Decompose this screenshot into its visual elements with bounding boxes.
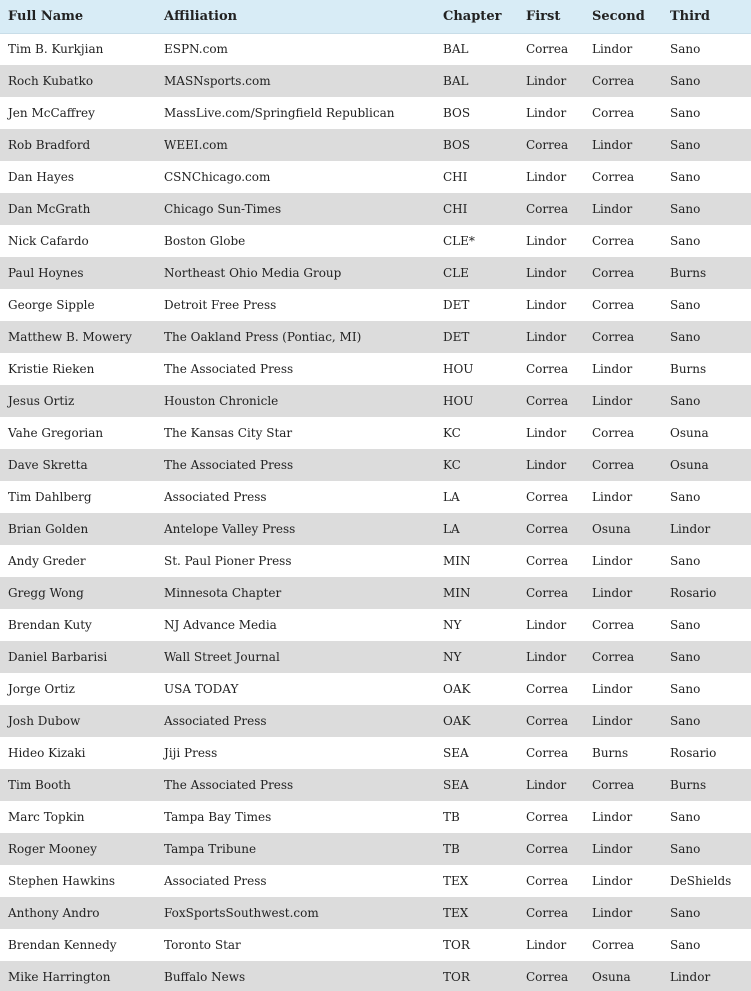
cell-chapter: KC <box>443 426 461 440</box>
cell-second: Lindor <box>592 906 633 920</box>
cell-third: Sano <box>670 234 701 248</box>
cell-third: Sano <box>670 618 701 632</box>
cell-full-name: Josh Dubow <box>8 714 81 728</box>
header-first: First <box>518 0 584 33</box>
cell-chapter: BOS <box>443 106 471 120</box>
cell-second: Lindor <box>592 202 633 216</box>
cell-chapter: TOR <box>443 970 470 984</box>
cell-full-name: Marc Topkin <box>8 810 85 824</box>
cell-chapter: TOR <box>443 938 470 952</box>
table-row <box>0 193 751 225</box>
cell-affiliation: CSNChicago.com <box>164 170 271 184</box>
table-row <box>0 225 751 257</box>
cell-second: Osuna <box>592 522 631 536</box>
cell-first: Correa <box>526 554 569 568</box>
cell-affiliation: MASNsports.com <box>164 74 271 88</box>
table-row <box>0 609 751 641</box>
cell-full-name: George Sipple <box>8 298 95 312</box>
cell-first: Lindor <box>526 778 567 792</box>
cell-chapter: KC <box>443 458 461 472</box>
cell-first: Lindor <box>526 938 567 952</box>
cell-third: Sano <box>670 906 701 920</box>
cell-chapter: HOU <box>443 362 474 376</box>
cell-chapter: HOU <box>443 394 474 408</box>
cell-third: Sano <box>670 842 701 856</box>
cell-third: Sano <box>670 682 701 696</box>
cell-full-name: Rob Bradford <box>8 138 91 152</box>
cell-affiliation: ESPN.com <box>164 42 228 57</box>
cell-full-name: Mike Harrington <box>8 970 111 984</box>
header-third: Third <box>662 0 751 33</box>
header-affiliation: Affiliation <box>156 0 435 33</box>
table-row <box>0 897 751 929</box>
table-row <box>0 161 751 193</box>
cell-first: Lindor <box>526 330 567 344</box>
cell-first: Lindor <box>526 170 567 184</box>
cell-third: Osuna <box>670 426 709 440</box>
cell-second: Correa <box>592 266 635 280</box>
table-row <box>0 449 751 481</box>
cell-affiliation: Associated Press <box>164 874 267 888</box>
cell-full-name: Roger Mooney <box>8 842 97 856</box>
cell-chapter: MIN <box>443 554 471 568</box>
cell-chapter: OAK <box>443 714 471 728</box>
table-row <box>0 961 751 991</box>
cell-first: Lindor <box>526 266 567 280</box>
cell-affiliation: Detroit Free Press <box>164 298 277 312</box>
header-row <box>0 0 751 33</box>
cell-second: Osuna <box>592 970 631 984</box>
cell-third: Sano <box>670 810 701 824</box>
cell-first: Lindor <box>526 234 567 248</box>
table-row <box>0 545 751 577</box>
table-row <box>0 129 751 161</box>
cell-full-name: Jen McCaffrey <box>8 106 95 120</box>
cell-third: Lindor <box>670 970 711 984</box>
cell-chapter: DET <box>443 330 470 344</box>
cell-third: Burns <box>670 362 707 376</box>
cell-first: Correa <box>526 906 569 920</box>
cell-chapter: OAK <box>443 682 471 696</box>
table-row <box>0 769 751 801</box>
cell-first: Correa <box>526 138 569 152</box>
table-row <box>0 737 751 769</box>
cell-affiliation: Antelope Valley Press <box>164 522 296 536</box>
cell-first: Lindor <box>526 298 567 312</box>
table-row <box>0 257 751 289</box>
cell-first: Correa <box>526 874 569 888</box>
cell-first: Correa <box>526 362 569 376</box>
cell-full-name: Vahe Gregorian <box>8 426 104 440</box>
header-chapter: Chapter <box>435 0 518 33</box>
cell-second: Correa <box>592 74 635 88</box>
cell-second: Correa <box>592 330 635 344</box>
cell-first: Correa <box>526 842 569 856</box>
table-row <box>0 513 751 545</box>
cell-chapter: MIN <box>443 586 471 600</box>
cell-chapter: TEX <box>443 874 469 888</box>
cell-chapter: BOS <box>443 138 471 152</box>
cell-second: Lindor <box>592 490 633 504</box>
table-row <box>0 385 751 417</box>
cell-chapter: TEX <box>443 906 469 920</box>
cell-second: Burns <box>592 746 629 760</box>
cell-full-name: Anthony Andro <box>8 906 100 920</box>
cell-first: Correa <box>526 714 569 728</box>
cell-chapter: SEA <box>443 778 469 792</box>
cell-full-name: Roch Kubatko <box>8 74 94 88</box>
cell-chapter: NY <box>443 650 462 664</box>
cell-chapter: BAL <box>443 42 469 57</box>
cell-third: Sano <box>670 42 701 57</box>
cell-affiliation: Buffalo News <box>164 970 246 984</box>
cell-second: Lindor <box>592 394 633 408</box>
cell-third: Sano <box>670 298 701 312</box>
table-row <box>0 289 751 321</box>
table-row <box>0 97 751 129</box>
table-row <box>0 705 751 737</box>
cell-full-name: Brian Golden <box>8 522 89 536</box>
cell-first: Lindor <box>526 618 567 632</box>
cell-first: Correa <box>526 810 569 824</box>
cell-affiliation: Tampa Bay Times <box>164 810 272 824</box>
cell-affiliation: Minnesota Chapter <box>164 586 282 600</box>
cell-affiliation: Associated Press <box>164 490 267 504</box>
cell-affiliation: Jiji Press <box>164 746 218 760</box>
cell-second: Lindor <box>592 874 633 888</box>
cell-first: Correa <box>526 586 569 600</box>
cell-affiliation: The Kansas City Star <box>164 426 293 440</box>
cell-first: Lindor <box>526 74 567 88</box>
cell-full-name: Jorge Ortiz <box>8 682 75 696</box>
cell-third: Sano <box>670 106 701 120</box>
cell-third: Rosario <box>670 746 717 760</box>
cell-second: Lindor <box>592 810 633 824</box>
table-row <box>0 865 751 897</box>
cell-second: Correa <box>592 298 635 312</box>
table-body <box>0 33 751 991</box>
cell-second: Correa <box>592 650 635 664</box>
cell-affiliation: Boston Globe <box>164 234 246 248</box>
cell-affiliation: Toronto Star <box>164 938 241 952</box>
cell-full-name: Dan McGrath <box>8 202 91 216</box>
table-row <box>0 353 751 385</box>
table-row <box>0 641 751 673</box>
cell-first: Correa <box>526 970 569 984</box>
cell-affiliation: WEEI.com <box>164 138 228 152</box>
cell-third: Sano <box>670 714 701 728</box>
cell-affiliation: NJ Advance Media <box>164 618 277 632</box>
cell-first: Correa <box>526 42 569 57</box>
table-row <box>0 673 751 705</box>
cell-chapter: SEA <box>443 746 469 760</box>
cell-chapter: TB <box>443 810 460 824</box>
cell-affiliation: Tampa Tribune <box>164 842 257 856</box>
header-full-name: Full Name <box>0 0 156 33</box>
cell-affiliation: Associated Press <box>164 714 267 728</box>
cell-affiliation: St. Paul Pioner Press <box>164 554 292 568</box>
cell-chapter: LA <box>443 522 460 536</box>
cell-affiliation: The Oakland Press (Pontiac, MI) <box>164 330 362 344</box>
cell-second: Lindor <box>592 682 633 696</box>
header-second: Second <box>584 0 662 33</box>
cell-full-name: Kristie Rieken <box>8 362 95 376</box>
cell-full-name: Brendan Kennedy <box>8 938 117 952</box>
table-header <box>0 0 751 33</box>
cell-chapter: CLE <box>443 266 469 280</box>
cell-full-name: Jesus Ortiz <box>8 394 75 408</box>
cell-chapter: NY <box>443 618 462 632</box>
cell-first: Correa <box>526 202 569 216</box>
cell-first: Lindor <box>526 426 567 440</box>
cell-affiliation: Houston Chronicle <box>164 394 279 408</box>
cell-chapter: TB <box>443 842 460 856</box>
cell-full-name: Dave Skretta <box>8 458 88 472</box>
cell-affiliation: The Associated Press <box>164 458 294 472</box>
cell-affiliation: Chicago Sun-Times <box>164 202 282 216</box>
cell-second: Lindor <box>592 586 633 600</box>
cell-affiliation: USA TODAY <box>164 682 239 696</box>
cell-chapter: CLE* <box>443 234 475 248</box>
cell-second: Correa <box>592 170 635 184</box>
cell-third: Sano <box>670 170 701 184</box>
cell-affiliation: Wall Street Journal <box>164 650 280 664</box>
cell-full-name: Tim Dahlberg <box>8 490 92 504</box>
table-row <box>0 929 751 961</box>
cell-third: Sano <box>670 330 701 344</box>
cell-third: Lindor <box>670 522 711 536</box>
table-row <box>0 481 751 513</box>
cell-chapter: CHI <box>443 202 468 216</box>
cell-third: Sano <box>670 74 701 88</box>
cell-second: Lindor <box>592 842 633 856</box>
cell-third: Sano <box>670 554 701 568</box>
cell-full-name: Paul Hoynes <box>8 266 84 280</box>
cell-second: Lindor <box>592 714 633 728</box>
cell-full-name: Daniel Barbarisi <box>8 650 108 664</box>
table-row <box>0 65 751 97</box>
cell-affiliation: The Associated Press <box>164 362 294 376</box>
cell-chapter: CHI <box>443 170 468 184</box>
cell-first: Correa <box>526 490 569 504</box>
cell-full-name: Hideo Kizaki <box>8 746 86 760</box>
cell-second: Lindor <box>592 138 633 152</box>
cell-full-name: Matthew B. Mowery <box>8 330 132 344</box>
cell-first: Correa <box>526 394 569 408</box>
cell-second: Correa <box>592 778 635 792</box>
cell-third: Osuna <box>670 458 709 472</box>
cell-affiliation: Northeast Ohio Media Group <box>164 266 342 280</box>
cell-full-name: Gregg Wong <box>8 586 84 600</box>
cell-full-name: Stephen Hawkins <box>8 874 116 888</box>
table-row <box>0 577 751 609</box>
cell-second: Correa <box>592 938 635 952</box>
cell-third: Sano <box>670 938 701 952</box>
cell-third: Burns <box>670 778 707 792</box>
table-row <box>0 33 751 65</box>
cell-first: Lindor <box>526 458 567 472</box>
cell-second: Lindor <box>592 42 633 57</box>
cell-full-name: Andy Greder <box>8 554 86 568</box>
cell-third: Rosario <box>670 586 717 600</box>
cell-third: Sano <box>670 650 701 664</box>
cell-second: Correa <box>592 234 635 248</box>
cell-second: Correa <box>592 458 635 472</box>
cell-third: Sano <box>670 202 701 216</box>
cell-full-name: Nick Cafardo <box>8 234 89 248</box>
cell-third: Sano <box>670 138 701 152</box>
cell-first: Lindor <box>526 106 567 120</box>
cell-full-name: Tim Booth <box>8 778 71 792</box>
table-row <box>0 833 751 865</box>
cell-first: Correa <box>526 746 569 760</box>
cell-first: Lindor <box>526 650 567 664</box>
cell-chapter: DET <box>443 298 470 312</box>
cell-chapter: BAL <box>443 74 469 88</box>
table-row <box>0 321 751 353</box>
cell-third: Burns <box>670 266 707 280</box>
table-row <box>0 417 751 449</box>
cell-first: Correa <box>526 522 569 536</box>
cell-third: Sano <box>670 394 701 408</box>
cell-full-name: Dan Hayes <box>8 170 74 184</box>
cell-third: Sano <box>670 490 701 504</box>
cell-second: Lindor <box>592 554 633 568</box>
cell-second: Lindor <box>592 362 633 376</box>
cell-affiliation: MassLive.com/Springfield Republican <box>164 106 395 120</box>
cell-full-name: Tim B. Kurkjian <box>8 42 104 57</box>
cell-affiliation: The Associated Press <box>164 778 294 792</box>
cell-affiliation: FoxSportsSouthwest.com <box>164 906 319 920</box>
cell-chapter: LA <box>443 490 460 504</box>
table-row <box>0 801 751 833</box>
cell-second: Correa <box>592 106 635 120</box>
cell-first: Correa <box>526 682 569 696</box>
cell-second: Correa <box>592 426 635 440</box>
cell-second: Correa <box>592 618 635 632</box>
cell-third: DeShields <box>670 874 732 888</box>
cell-full-name: Brendan Kuty <box>8 618 92 632</box>
